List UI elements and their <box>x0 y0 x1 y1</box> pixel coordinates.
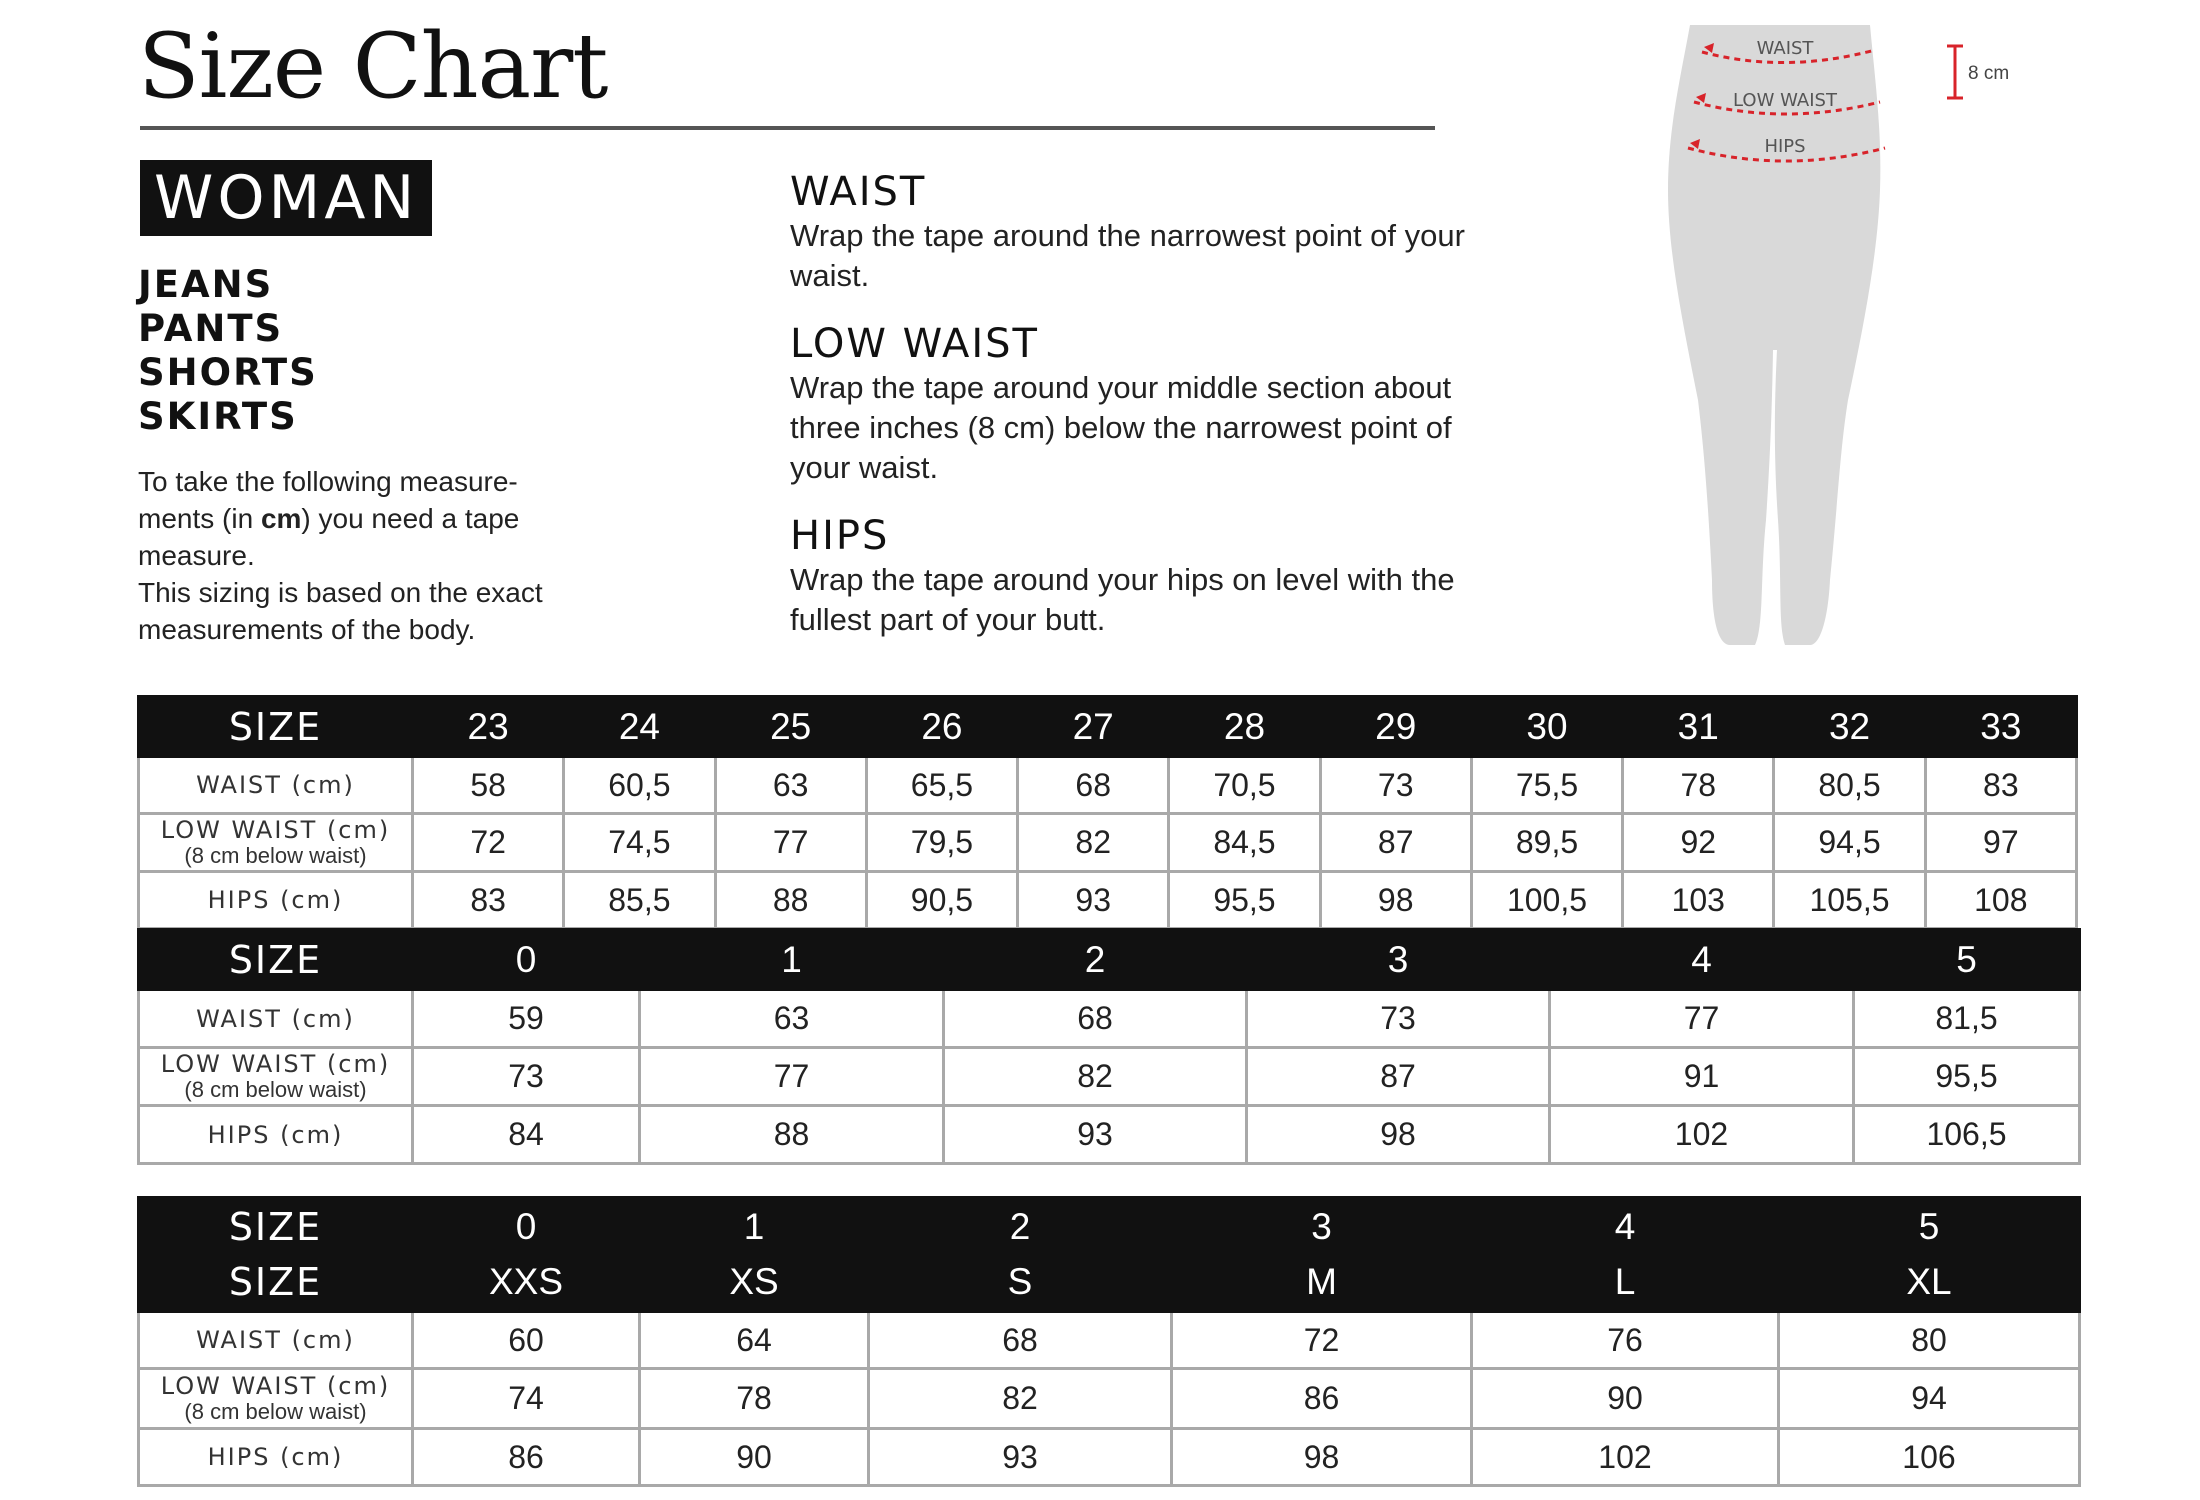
category-item: SKIRTS <box>138 395 298 438</box>
value-cell: 87 <box>1247 1048 1550 1106</box>
value-cell: 68 <box>869 1312 1172 1369</box>
size-cell: 4 <box>1472 1198 1779 1255</box>
intro-text-part: To take the following measure-ments (in <box>138 466 518 534</box>
size-cell: 1 <box>640 930 944 990</box>
table-header-row <box>139 1198 2080 1255</box>
size-cell: 5 <box>1779 1198 2080 1255</box>
value-cell: 63 <box>640 990 944 1048</box>
size-table-0-5 <box>137 928 2081 1165</box>
measure-title: WAIST <box>790 169 927 215</box>
body-silhouette-illustration <box>1660 20 2040 660</box>
size-cell: 32 <box>1774 697 1925 757</box>
value-cell: 82 <box>869 1369 1172 1429</box>
value-cell: 83 <box>413 872 564 929</box>
row-label-text: LOW WAIST (cm) <box>160 815 391 844</box>
category-list <box>138 263 318 439</box>
row-label-waist: WAIST (cm) <box>139 1312 413 1369</box>
value-cell: 76 <box>1472 1312 1779 1369</box>
value-cell: 58 <box>413 757 564 814</box>
size-cell: 2 <box>944 930 1247 990</box>
value-cell: 106 <box>1779 1429 2080 1486</box>
letter-size-cell: L <box>1472 1255 1779 1312</box>
size-header-label: SIZE <box>139 1255 413 1312</box>
value-cell: 63 <box>715 757 866 814</box>
table-row <box>139 1369 2080 1429</box>
table-header-row <box>139 1255 2080 1312</box>
size-cell: 0 <box>413 1198 640 1255</box>
row-label-subtext: (8 cm below waist) <box>184 842 367 868</box>
category-item: PANTS <box>138 307 284 350</box>
row-label-hips: HIPS (cm) <box>139 1429 413 1486</box>
page-title: Size Chart <box>138 14 608 119</box>
title-divider <box>140 126 1435 130</box>
value-cell: 98 <box>1172 1429 1472 1486</box>
value-cell: 85,5 <box>564 872 715 929</box>
value-cell: 79,5 <box>866 814 1017 872</box>
size-cell: 23 <box>413 697 564 757</box>
row-label-subtext: (8 cm below waist) <box>184 1076 367 1102</box>
row-label-hips: HIPS (cm) <box>139 1106 413 1164</box>
value-cell: 94 <box>1779 1369 2080 1429</box>
category-item: JEANS <box>138 263 274 306</box>
value-cell: 93 <box>869 1429 1172 1486</box>
table-row <box>139 872 2077 929</box>
measure-low-waist <box>790 320 1470 488</box>
value-cell: 70,5 <box>1169 757 1320 814</box>
size-header-label: SIZE <box>139 930 413 990</box>
table-header-row <box>139 697 2077 757</box>
size-cell: 3 <box>1247 930 1550 990</box>
value-cell: 73 <box>413 1048 640 1106</box>
intro-text <box>138 463 578 648</box>
value-cell: 81,5 <box>1854 990 2080 1048</box>
table-row <box>139 814 2077 872</box>
value-cell: 80,5 <box>1774 757 1925 814</box>
row-label-low-waist <box>139 1048 413 1106</box>
measure-title: HIPS <box>790 513 890 559</box>
value-cell: 93 <box>944 1106 1247 1164</box>
intro-unit: cm <box>260 503 302 534</box>
size-table-letters <box>137 1196 2081 1487</box>
value-cell: 100,5 <box>1471 872 1622 929</box>
value-cell: 102 <box>1472 1429 1779 1486</box>
size-cell: 31 <box>1623 697 1774 757</box>
size-cell: 30 <box>1471 697 1622 757</box>
size-cell: 27 <box>1018 697 1169 757</box>
table-row <box>139 1048 2080 1106</box>
size-cell: 1 <box>640 1198 869 1255</box>
value-cell: 90 <box>1472 1369 1779 1429</box>
table-row <box>139 990 2080 1048</box>
size-cell: 29 <box>1320 697 1471 757</box>
value-cell: 103 <box>1623 872 1774 929</box>
value-cell: 77 <box>1550 990 1854 1048</box>
value-cell: 78 <box>1623 757 1774 814</box>
value-cell: 74,5 <box>564 814 715 872</box>
letter-size-cell: S <box>869 1255 1172 1312</box>
value-cell: 92 <box>1623 814 1774 872</box>
letter-size-cell: XXS <box>413 1255 640 1312</box>
value-cell: 95,5 <box>1854 1048 2080 1106</box>
value-cell: 83 <box>1925 757 2076 814</box>
value-cell: 65,5 <box>866 757 1017 814</box>
measure-text: Wrap the tape around your hips on level with the fullest part of your butt. <box>790 562 1455 637</box>
size-table-numeric <box>137 695 2078 930</box>
value-cell: 82 <box>1018 814 1169 872</box>
value-cell: 90 <box>640 1429 869 1486</box>
value-cell: 77 <box>640 1048 944 1106</box>
category-item: SHORTS <box>138 351 318 394</box>
value-cell: 97 <box>1925 814 2076 872</box>
value-cell: 80 <box>1779 1312 2080 1369</box>
value-cell: 86 <box>1172 1369 1472 1429</box>
value-cell: 68 <box>1018 757 1169 814</box>
value-cell: 73 <box>1320 757 1471 814</box>
size-cell: 4 <box>1550 930 1854 990</box>
size-cell: 28 <box>1169 697 1320 757</box>
intro-text-part: ) you need a tape measure. <box>138 503 520 571</box>
size-cell: 33 <box>1925 697 2076 757</box>
size-header-label: SIZE <box>139 697 413 757</box>
measure-title: LOW WAIST <box>790 321 1039 367</box>
value-cell: 77 <box>715 814 866 872</box>
value-cell: 91 <box>1550 1048 1854 1106</box>
value-cell: 74 <box>413 1369 640 1429</box>
silhouette-shape <box>1668 25 1880 645</box>
size-cell: 24 <box>564 697 715 757</box>
figure-label-low-waist: LOW WAIST <box>1733 90 1837 111</box>
measure-text: Wrap the tape around the narrowest point of your waist. <box>790 218 1465 293</box>
letter-size-cell: M <box>1172 1255 1472 1312</box>
measure-text: Wrap the tape around your middle section about three inches (8 cm) below the narrowest point of your waist. <box>790 370 1452 485</box>
value-cell: 89,5 <box>1471 814 1622 872</box>
value-cell: 59 <box>413 990 640 1048</box>
value-cell: 60,5 <box>564 757 715 814</box>
value-cell: 98 <box>1247 1106 1550 1164</box>
size-cell: 2 <box>869 1198 1172 1255</box>
letter-size-cell: XS <box>640 1255 869 1312</box>
value-cell: 88 <box>715 872 866 929</box>
offset-label: 8 cm <box>1968 63 2010 84</box>
value-cell: 82 <box>944 1048 1247 1106</box>
figure-label-hips: HIPS <box>1764 136 1806 157</box>
row-label-waist: WAIST (cm) <box>139 990 413 1048</box>
row-label-low-waist <box>139 1369 413 1429</box>
value-cell: 88 <box>640 1106 944 1164</box>
figure-label-waist: WAIST <box>1756 38 1814 59</box>
gender-badge: WOMAN <box>140 160 432 236</box>
table-row <box>139 1106 2080 1164</box>
value-cell: 106,5 <box>1854 1106 2080 1164</box>
row-label-subtext: (8 cm below waist) <box>184 1398 367 1424</box>
row-label-low-waist <box>139 814 413 872</box>
size-cell: 26 <box>866 697 1017 757</box>
size-cell: 3 <box>1172 1198 1472 1255</box>
letter-size-cell: XL <box>1779 1255 2080 1312</box>
measure-waist <box>790 168 1470 296</box>
size-header-label: SIZE <box>139 1198 413 1255</box>
table-row <box>139 757 2077 814</box>
value-cell: 102 <box>1550 1106 1854 1164</box>
value-cell: 84,5 <box>1169 814 1320 872</box>
value-cell: 68 <box>944 990 1247 1048</box>
value-cell: 93 <box>1018 872 1169 929</box>
table-row <box>139 1312 2080 1369</box>
value-cell: 72 <box>413 814 564 872</box>
value-cell: 90,5 <box>866 872 1017 929</box>
value-cell: 95,5 <box>1169 872 1320 929</box>
intro-paragraph: This sizing is based on the exact measurements of the body. <box>138 577 543 645</box>
intro-paragraph <box>138 463 578 574</box>
value-cell: 84 <box>413 1106 640 1164</box>
value-cell: 98 <box>1320 872 1471 929</box>
size-cell: 5 <box>1854 930 2080 990</box>
value-cell: 78 <box>640 1369 869 1429</box>
value-cell: 60 <box>413 1312 640 1369</box>
table-row <box>139 1429 2080 1486</box>
value-cell: 87 <box>1320 814 1471 872</box>
row-label-text: LOW WAIST (cm) <box>160 1371 391 1400</box>
row-label-hips: HIPS (cm) <box>139 872 413 929</box>
measure-hips <box>790 512 1470 640</box>
value-cell: 73 <box>1247 990 1550 1048</box>
value-cell: 72 <box>1172 1312 1472 1369</box>
value-cell: 75,5 <box>1471 757 1622 814</box>
offset-indicator-icon <box>1947 46 1963 98</box>
value-cell: 86 <box>413 1429 640 1486</box>
value-cell: 108 <box>1925 872 2076 929</box>
size-cell: 25 <box>715 697 866 757</box>
value-cell: 105,5 <box>1774 872 1925 929</box>
value-cell: 64 <box>640 1312 869 1369</box>
size-cell: 0 <box>413 930 640 990</box>
value-cell: 94,5 <box>1774 814 1925 872</box>
table-header-row <box>139 930 2080 990</box>
row-label-text: LOW WAIST (cm) <box>160 1049 391 1078</box>
row-label-waist: WAIST (cm) <box>139 757 413 814</box>
